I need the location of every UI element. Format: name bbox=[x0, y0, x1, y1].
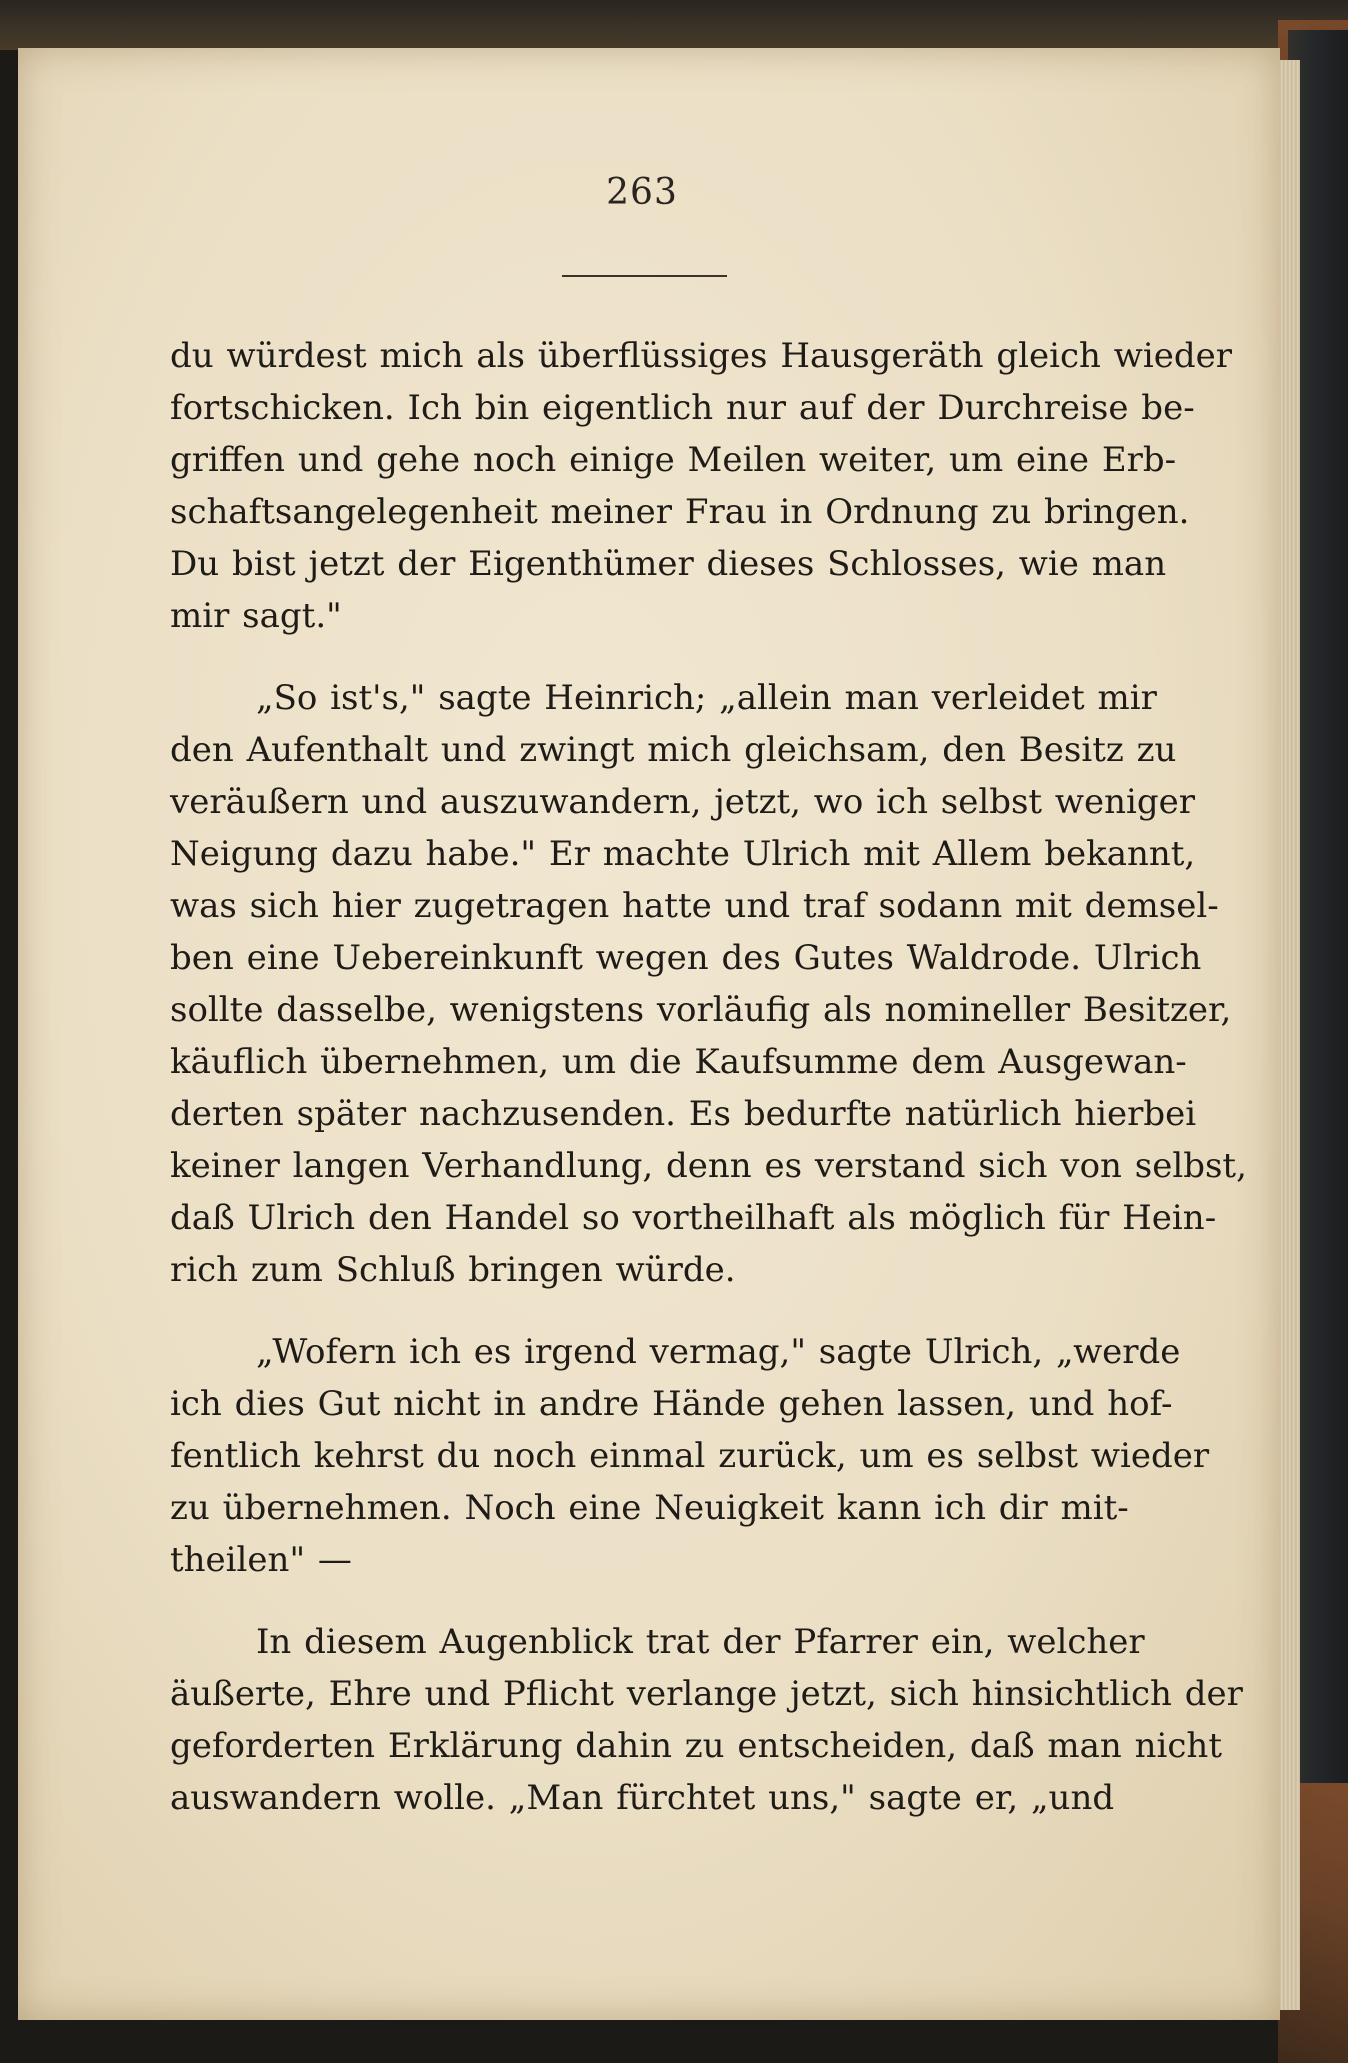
paragraph-gap bbox=[170, 1296, 1112, 1326]
text-line: keiner langen Verhandlung, denn es verstand sich von selbst, bbox=[170, 1146, 1247, 1186]
text-line: du würdest mich als überflüssiges Hausgeräth gleich wieder bbox=[170, 336, 1232, 376]
paragraph-gap bbox=[170, 1586, 1112, 1616]
text-line: was sich hier zugetragen hatte und traf sodann mit demsel- bbox=[170, 886, 1219, 926]
text-line: fentlich kehrst du noch einmal zurück, um es selbst wieder bbox=[170, 1436, 1210, 1476]
text-line: mir sagt." bbox=[170, 596, 342, 636]
text-line: ben eine Uebereinkunft wegen des Gutes Waldrode. Ulrich bbox=[170, 938, 1202, 978]
text-line: käuflich übernehmen, um die Kaufsumme dem Ausgewan- bbox=[170, 1042, 1187, 1082]
paragraph bbox=[170, 330, 1232, 642]
text-line: zu übernehmen. Noch eine Neuigkeit kann ich dir mit- bbox=[170, 1488, 1129, 1528]
paragraph bbox=[170, 672, 1247, 1296]
text-line: ich dies Gut nicht in andre Hände gehen lassen, und hof- bbox=[170, 1384, 1173, 1424]
text-line: derten später nachzusenden. Es bedurfte natürlich hierbei bbox=[170, 1094, 1197, 1134]
text-line: den Aufenthalt und zwingt mich gleichsam, den Besitz zu bbox=[170, 730, 1177, 770]
text-line: daß Ulrich den Handel so vortheilhaft als möglich für Hein- bbox=[170, 1198, 1217, 1238]
paragraph bbox=[170, 1616, 1243, 1824]
text-line: sollte dasselbe, wenigstens vorläufig als nomineller Besitzer, bbox=[170, 990, 1232, 1030]
text-line: Du bist jetzt der Eigenthümer dieses Schlosses, wie man bbox=[170, 544, 1167, 584]
text-line: theilen" — bbox=[170, 1540, 352, 1580]
book-cover-top bbox=[0, 0, 1348, 50]
paragraph-gap bbox=[170, 642, 1112, 672]
text-line: fortschicken. Ich bin eigentlich nur auf der Durchreise be- bbox=[170, 388, 1195, 428]
text-line: auswandern wolle. „Man fürchtet uns," sagte er, „und bbox=[170, 1778, 1115, 1818]
text-line: In diesem Augenblick trat der Pfarrer ein, welcher bbox=[256, 1622, 1145, 1662]
page-number: 263 bbox=[606, 172, 678, 213]
text-line: griffen und gehe noch einige Meilen weiter, um eine Erb- bbox=[170, 440, 1177, 480]
text-line: schaftsangelegenheit meiner Frau in Ordnung zu bringen. bbox=[170, 492, 1190, 532]
text-line: veräußern und auszuwandern, jetzt, wo ich selbst weniger bbox=[170, 782, 1196, 822]
text-line: rich zum Schluß bringen würde. bbox=[170, 1250, 736, 1290]
body-text bbox=[170, 330, 1247, 1824]
header-rule bbox=[562, 275, 727, 277]
text-line: äußerte, Ehre und Pflicht verlange jetzt, sich hinsichtlich der bbox=[170, 1674, 1243, 1714]
text-line: „So ist's," sagte Heinrich; „allein man verleidet mir bbox=[256, 678, 1157, 718]
text-line: Neigung dazu habe." Er machte Ulrich mit Allem bekannt, bbox=[170, 834, 1196, 874]
text-line: „Wofern ich es irgend vermag," sagte Ulrich, „werde bbox=[256, 1332, 1181, 1372]
text-line: geforderten Erklärung dahin zu entscheiden, daß man nicht bbox=[170, 1726, 1222, 1766]
paragraph bbox=[170, 1326, 1210, 1586]
